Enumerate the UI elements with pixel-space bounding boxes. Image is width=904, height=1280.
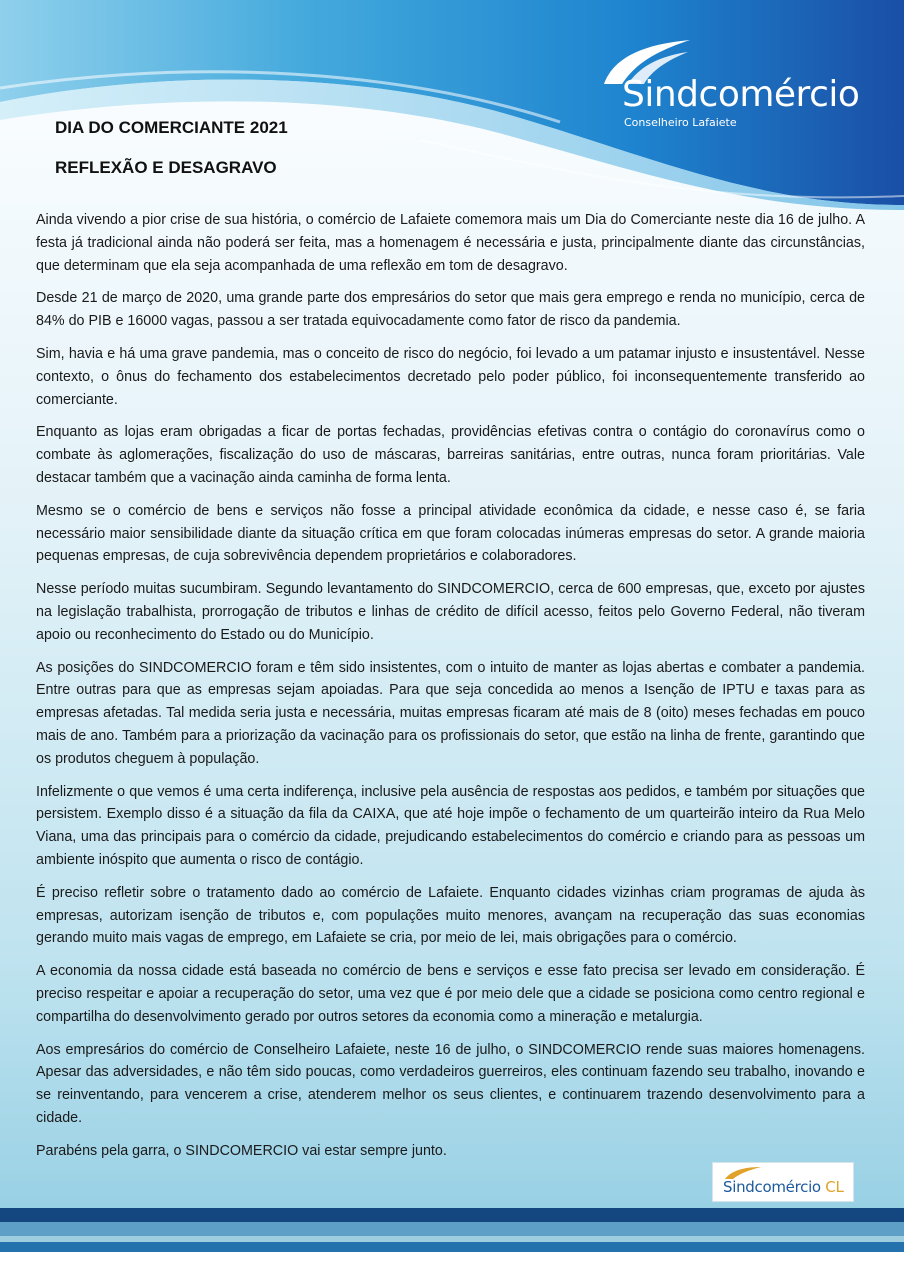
logo-subtitle: Conselheiro Lafaiete [624, 116, 737, 129]
footer-margin [0, 1252, 904, 1280]
paragraph-4: Enquanto as lojas eram obrigadas a ficar de portas fechadas, providências efetivas contra o contágio do coronavírus como o combate às aglomerações, fiscalização do uso de máscaras, barreiras sanitárias, entre outras, nunca foram prioritárias. Vale destacar também que a vacinação ainda caminha de forma lenta. [36, 424, 865, 486]
sindcomercio-cl-logo [712, 1162, 854, 1202]
paragraph-10: A economia da nossa cidade está baseada no comércio de bens e serviços e esse fato precisa ser levado em consideração. É preciso respeitar e apoiar a recuperação do setor, uma vez que é por meio dele que a cidade se posiciona como centro regional e compartilha do desenvolvimento gerado por outros setores da economia como a mineração e metalurgia. [36, 963, 865, 1025]
footer-band-blue [0, 1242, 904, 1252]
small-logo-suffix: CL [825, 1178, 844, 1196]
document-subtitle: REFLEXÃO E DESAGRAVO [55, 158, 277, 177]
logo-text: Sindcomércio [622, 74, 860, 115]
paragraph-6: Nesse período muitas sucumbiram. Segundo levantamento do SINDCOMERCIO, cerca de 600 empresas, que, exceto por ajustes na legislação trabalhista, prorrogação de tributos e linhas de crédito de difícil acesso, feitos pelo Governo Federal, não tiveram apoio ou reconhecimento do Estado ou do Município. [36, 581, 865, 643]
paragraph-1: Ainda vivendo a pior crise de sua história, o comércio de Lafaiete comemora mais um Dia do Comerciante neste dia 16 de julho. A festa já tradicional ainda não poderá ser feita, mas a homenagem é necessária e justa, principalmente diante das circunstâncias, que determinam que ela seja acompanhada de uma reflexão em tom de desagravo. [36, 212, 865, 274]
document-headings [55, 118, 288, 178]
paragraph-3: Sim, havia e há uma grave pandemia, mas o conceito de risco do negócio, foi levado a um patamar injusto e insustentável. Nesse contexto, o ônus do fechamento dos estabelecimentos decretado pelo poder público, foi inconsequentemente transferido ao comerciante. [36, 345, 865, 408]
paragraph-7: As posições do SINDCOMERCIO foram e têm sido insistentes, com o intuito de manter as lojas abertas e combater a pandemia. Entre outras para que as empresas sejam apoiadas. Para que seja concedida ao menos a Isenção de IPTU e taxas para as empresas afetadas. Tal medida seria justa e necessária, muitas empresas ficaram até mais de 8 (oito) meses fechadas em pouco mais de ano. Também para a priorização da vacinação para os profissionais do setor, que estão na linha de frente, garantindo que os produtos cheguem à população. [36, 659, 865, 767]
paragraph-11: Aos empresários do comércio de Conselheiro Lafaiete, neste 16 de julho, o SINDCOMERCIO rende suas maiores homenagens. Apesar das adversidades, e não têm sido poucas, como verdadeiros guerreiros, eles continuam fazendo seu trabalho, inovando e se reinventando, para vencerem a crise, atenderem melhor os seus clientes, e continuarem trazendo desenvolvimento para a cidade. [36, 1041, 865, 1126]
paragraph-9: É preciso refletir sobre o tratamento dado ao comércio de Lafaiete. Enquanto cidades vizinhas criam programas de ajuda às empresas, autorizam isenção de tributos e, com populações muito menores, avançam na recuperação das suas economias gerando muito mais vagas de emprego, em Lafaiete se cria, por meio de lei, mais obrigações para o comércio. [36, 884, 865, 947]
sindcomercio-logo [598, 38, 858, 138]
paragraph-8: Infelizmente o que vemos é uma certa indiferença, inclusive pela ausência de respostas aos pedidos, e também por situações que persistem. Exemplo disso é a situação da fila da CAIXA, que até hoje impõe o fechamento de um quarteirão inteiro da Rua Melo Viana, uma das principais para o comércio da cidade, prejudicando estabelecimentos do comércio e criando para as pessoas um ambiente inóspito que aumenta o risco de contágio. [36, 783, 865, 868]
footer-band-mid [0, 1222, 904, 1236]
closing-line: Parabéns pela garra, o SINDCOMERCIO vai estar sempre junto. [36, 1142, 447, 1159]
document-body [36, 209, 865, 1162]
document-title: DIA DO COMERCIANTE 2021 [55, 118, 288, 137]
paragraph-5: Mesmo se o comércio de bens e serviços não fosse a principal atividade econômica da cidade, e nesse caso é, se faria necessário maior sensibilidade diante da situação crítica em que foram colocadas inúmeras empresas do setor. A grande maioria pequenas empresas, de cuja sobrevivência dependem proprietários e colaboradores. [36, 502, 865, 565]
small-logo-text [723, 1178, 844, 1196]
footer-band-dark [0, 1208, 904, 1222]
small-logo-name: Sindcomércio [723, 1178, 821, 1196]
paragraph-2: Desde 21 de março de 2020, uma grande parte dos empresários do setor que mais gera emprego e renda no município, cerca de 84% do PIB e 16000 vagas, passou a ser tratada equivocadamente como fator de risco da pandemia. [36, 290, 865, 330]
